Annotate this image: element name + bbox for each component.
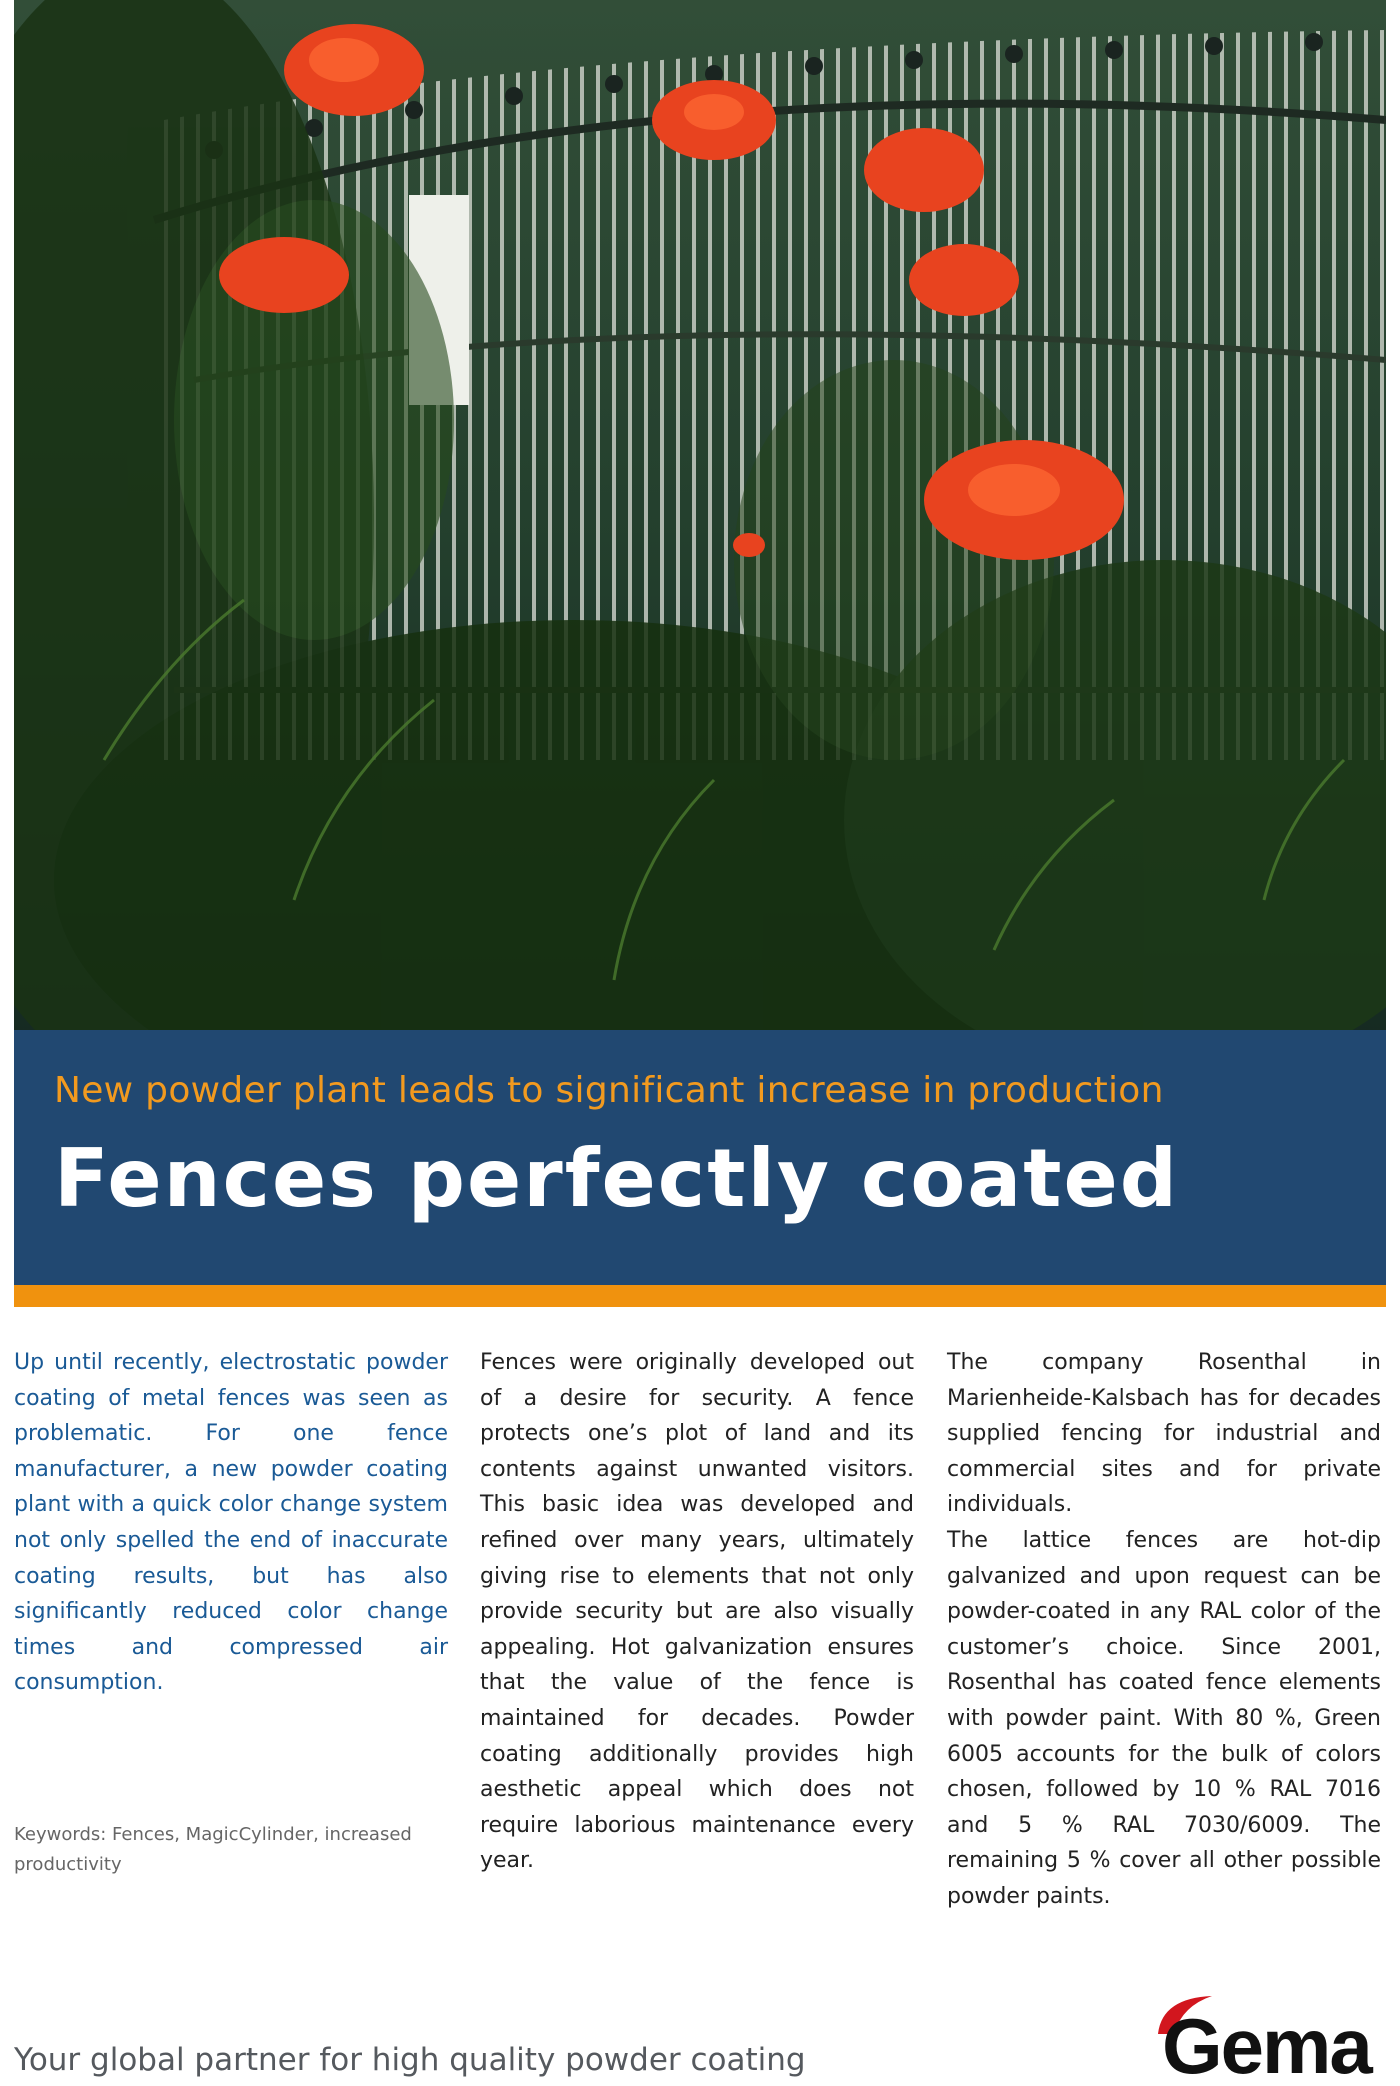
footer-tagline: Your global partner for high quality powder coating bbox=[14, 2042, 806, 2078]
fence-garden-illustration bbox=[14, 0, 1386, 1030]
title-band bbox=[14, 1030, 1386, 1285]
intro-paragraph: Up until recently, electrostatic powder coating of metal fences was seen as problematic. For one fence manufacturer, a new powder coating plant with a quick color change system not only spelled the end of inaccurate coating results, but has also significantly reduced color change times and compressed air consumption. bbox=[14, 1350, 448, 1696]
article-kicker: New powder plant leads to significant increase in production bbox=[54, 1070, 1164, 1111]
right-paragraph-2: The lattice fences are hot-dip galvanized and upon request can be powder-coated in any RAL color of the customer’s choice. Since 2001, Rosenthal has coated fence elements with powder paint. With 80 %, Green 6005 accounts for the bulk of colors chosen, followed by 10 % RAL 7016 and 5 % RAL 7030/6009. The remaining 5 % cover all other possible powder paints. bbox=[947, 1527, 1381, 1909]
keywords: Keywords: Fences, MagicCylinder, increased productivity bbox=[14, 1824, 412, 1875]
hero-photo bbox=[14, 0, 1386, 1030]
middle-column bbox=[480, 1345, 914, 1879]
right-column bbox=[947, 1345, 1381, 1915]
intro-column bbox=[14, 1345, 448, 1701]
logo-wordmark: Gema bbox=[1162, 2002, 1371, 2086]
gema-logo bbox=[1140, 1990, 1390, 2086]
middle-paragraph: Fences were originally developed out of a desire for security. A fence protects one’s plot of land and its contents against unwanted visitors. This basic idea was developed and refined over many years, ultimately giving rise to elements that not only provide security but are also visually appealing. Hot galvanization ensures that the value of the fence is maintained for decades. Powder coating additionally provides high aesthetic appeal which does not require laborious maintenance every year. bbox=[480, 1350, 914, 1874]
article-headline: Fences perfectly coated bbox=[54, 1132, 1180, 1225]
right-paragraph-1: The company Rosenthal in Marienheide-Kalsbach has for decades supplied fencing for industrial and commercial sites and for private individuals. bbox=[947, 1350, 1381, 1518]
